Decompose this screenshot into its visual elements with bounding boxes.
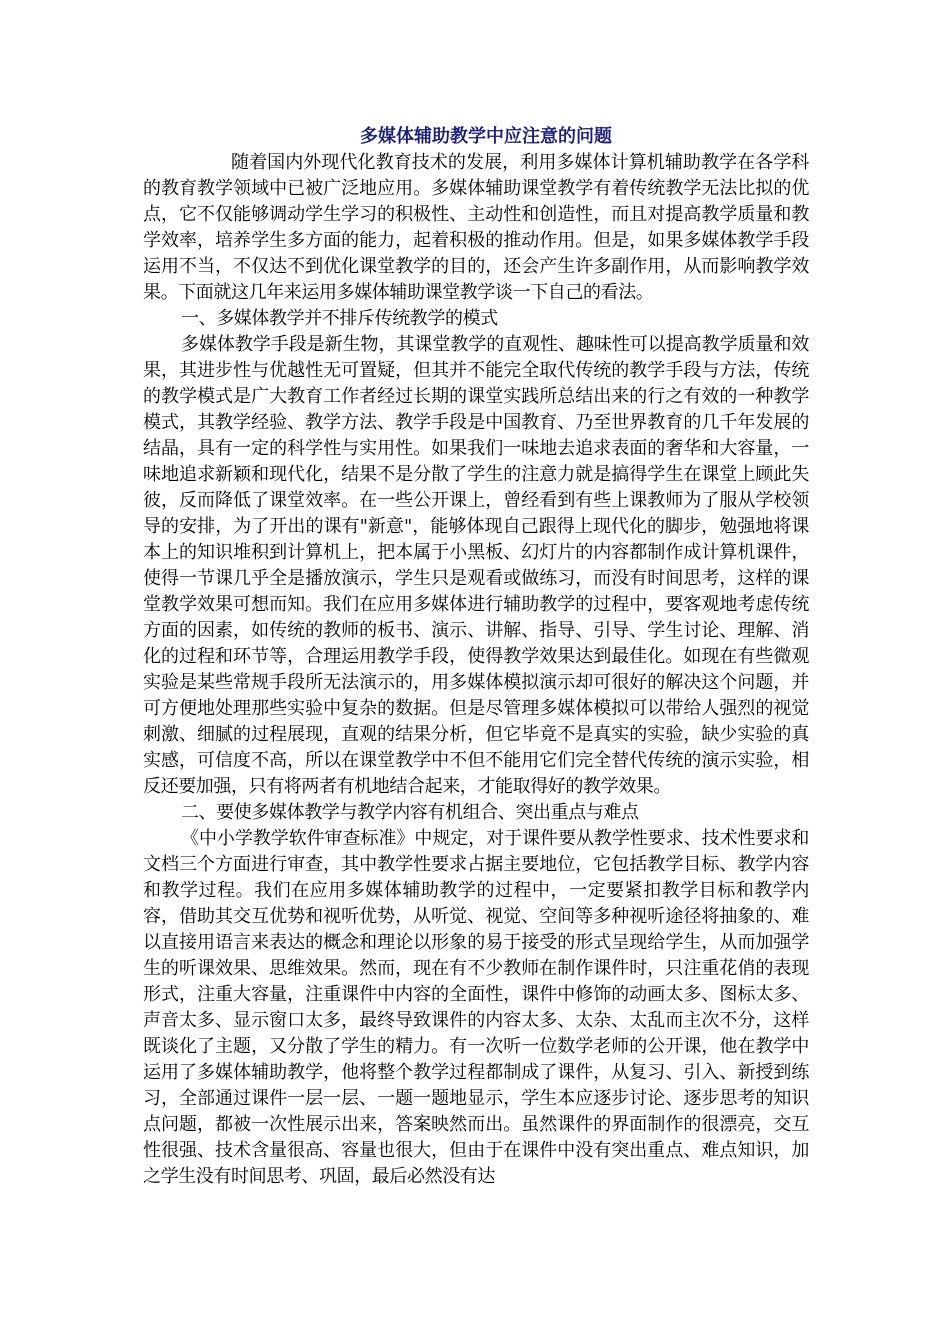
document-title: 多媒体辅助教学中应注意的问题 (360, 126, 612, 147)
section-1-heading: 一、多媒体教学并不排斥传统教学的模式 (181, 308, 498, 329)
section-2-paragraph: 《中小学教学软件审查标准》中规定，对于课件要从教学性要求、技术性要求和文档三个方面进行审查，其中教学性要求占据主要地位，它包括教学目标、教学内容和教学过程。我们在应用多媒体辅助教学的过程中，一定要紧扣教学目标和教学内容，借助其交互优势和视听优势，从听觉、视觉、空间等多种视听途径将抽象的、难以直接用语言来表达的概念和理论以形象的易于接受的形式呈现给学生，从而加强学生的听课效果、思维效果。然而，现在有不少教师在制作课件时，只注重花俏的表现形式，注重大容量，注重课件中内容的全面性，课件中修饰的动画太多、图标太多、声音太多、显示窗口太多，最终导致课件的内容太多、太杂、太乱而主次不分，这样既谈化了主题，又分散了学生的精力。有一次听一位数学老师的公开课，他在教学中运用了多媒体辅助教学，他将整个教学过程都制成了课件，从复习、引入、新授到练习，全部通过课件一层一层、一题一题地显示，学生本应逐步讨论、逐步思考的知识点问题，都被一次性展示出来，答案映然而出。虽然课件的界面制作的很漂亮，交互性很强、技术含量很高、容量也很大，但由于在课件中没有突出重点、难点知识，加之学生没有时间思考、巩固，最后必然没有达 (143, 828, 809, 1187)
intro-paragraph: 随着国内外现代化教育技术的发展，利用多媒体计算机辅助教学在各学科的教育教学领域中已被广泛地应用。多媒体辅助课堂教学有着传统教学无法比拟的优点，它不仅能够调动学生学习的积极性、主动性和创造性，而且对提高教学质量和教学效率，培养学生多方面的能力，起着积极的推动作用。但是，如果多媒体教学手段运用不当，不仅达不到优化课堂教学的目的，还会产生许多副作用，从而影响教学效果。下面就这几年来运用多媒体辅助课堂教学谈一下自己的看法。 (143, 152, 809, 303)
section-2-heading: 二、要使多媒体教学与教学内容有机组合、突出重点与难点 (181, 802, 639, 823)
section-1-paragraph: 多媒体教学手段是新生物，其课堂教学的直观性、趣味性可以提高教学质量和效果，其进步性与优越性无可置疑，但其并不能完全取代传统的教学手段与方法，传统的教学模式是广大教育工作者经过长期的课堂实践所总结出来的行之有效的一种教学模式，其教学经验、教学方法、教学手段是中国教育、乃至世界教育的几千年发展的结晶，具有一定的科学性与实用性。如果我们一味地去追求表面的奢华和大容量，一味地追求新颖和现代化，结果不是分散了学生的注意力就是搞得学生在课堂上顾此失彼，反而降低了课堂效率。在一些公开课上，曾经看到有些上课教师为了服从学校领导的安排，为了开出的课有"新意"，能够体现自己跟得上现代化的脚步，勉强地将课本上的知识堆积到计算机上，把本属于小黑板、幻灯片的内容都制作成计算机课件，使得一节课几乎全是播放演示，学生只是观看或做练习，而没有时间思考，这样的课堂教学效果可想而知。我们在应用多媒体进行辅助教学的过程中，要客观地考虑传统方面的因素，如传统的教师的板书、演示、讲解、指导、引导、学生讨论、理解、消化的过程和环节等，合理运用教学手段，使得教学效果达到最佳化。如现在有些微观实验是某些常规手段所无法演示的，用多媒体模拟演示却可很好的解决这个问题，并可方便地处理那些实验中复杂的数据。但是尽管理多媒体模拟可以带给人强烈的视觉刺激、细腻的过程展现，直观的结果分析，但它毕竟不是真实的实验，缺少实验的真实感，可信度不高，所以在课堂教学中不但不能用它们完全替代传统的演示实验，相反还要加强，只有将两者有机地结合起来，才能取得好的教学效果。 (143, 334, 809, 797)
document-body (143, 124, 809, 1190)
